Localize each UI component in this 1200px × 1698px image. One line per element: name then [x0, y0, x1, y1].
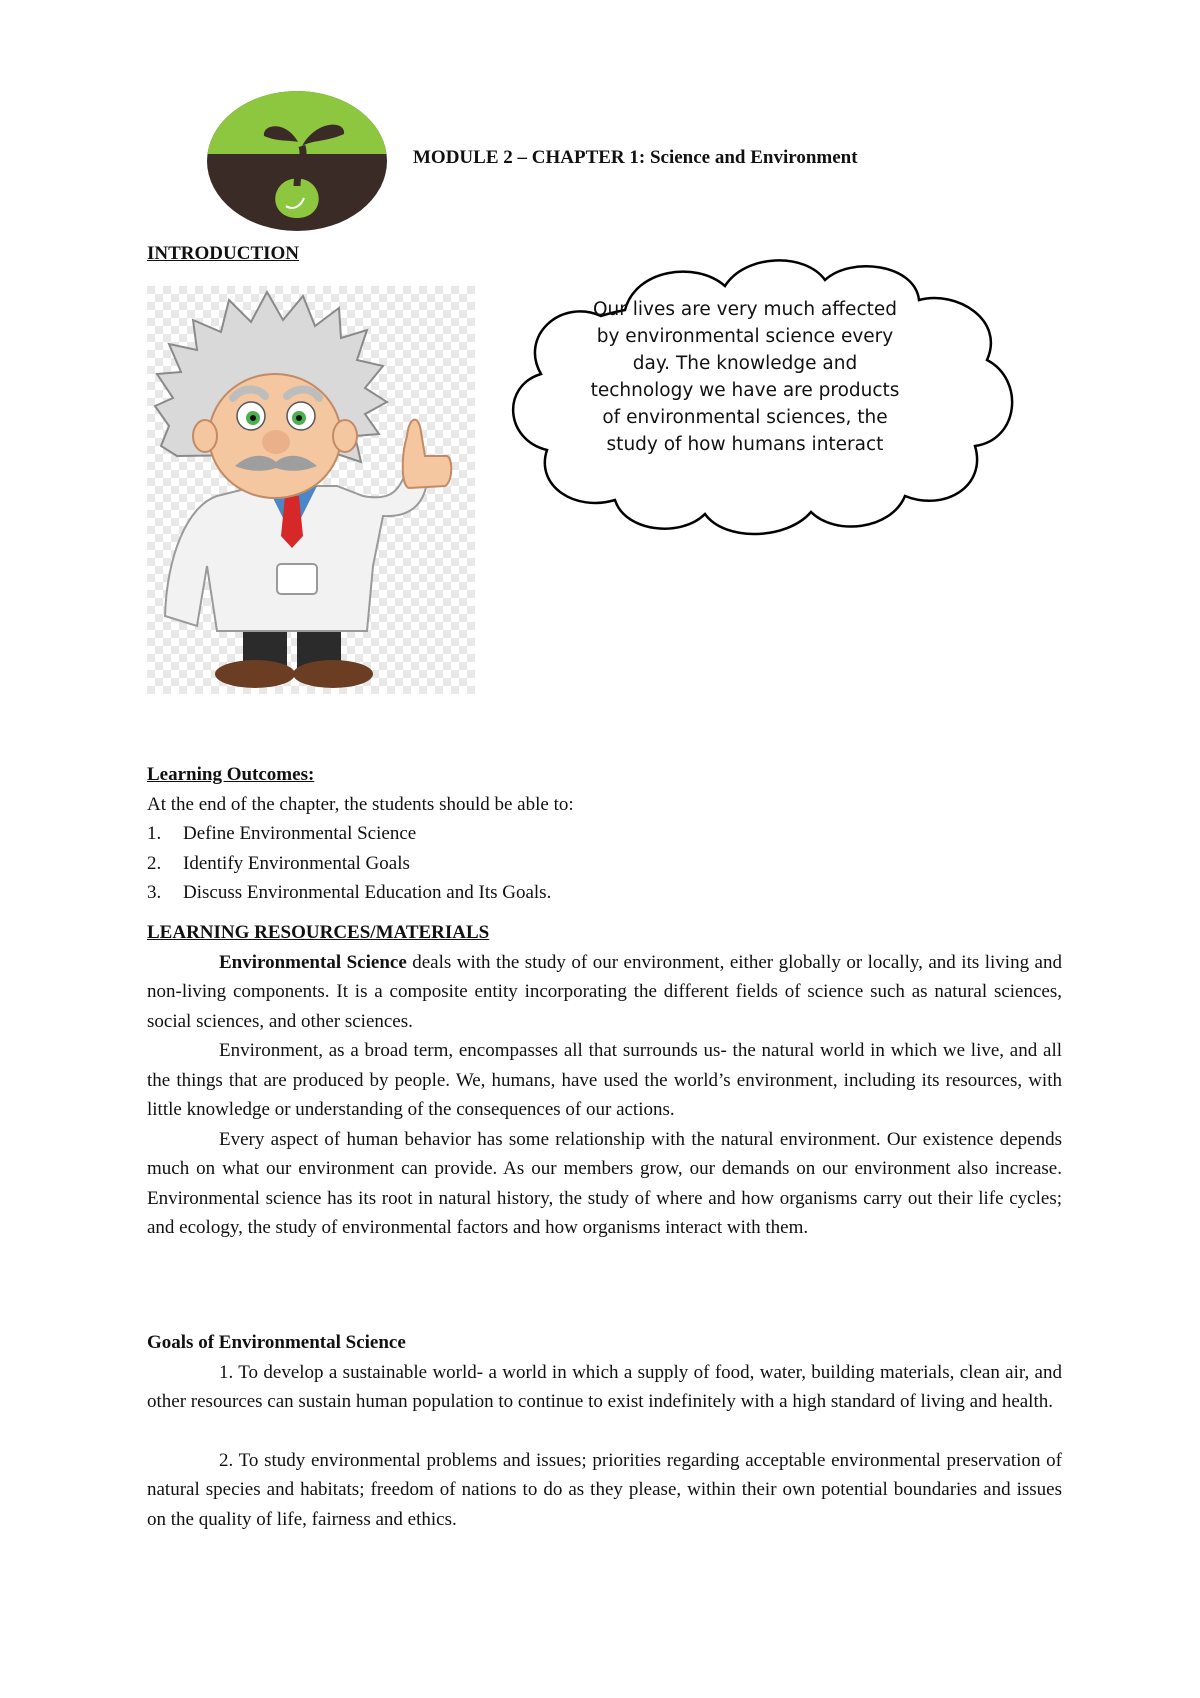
list-item-number: 3.: [147, 882, 162, 903]
learning-resources: [147, 918, 1062, 1243]
list-item-text: Identify Environmental Goals: [183, 852, 410, 874]
learning-outcomes: [147, 760, 1062, 908]
paragraph-text: deals with the study of our environment, either globally or locally, and its living and non-living components. It is a composite entity incorporating the different fields of science such as natural sciences, social sciences, and other sciences.: [147, 951, 1062, 1032]
seedling-logo-icon: [206, 90, 388, 232]
goals-heading: Goals of Environmental Science: [147, 1332, 406, 1353]
paragraph-bold-term: Environmental Science: [219, 951, 407, 973]
goal-paragraph: 1. To develop a sustainable world- a world in which a supply of food, water, building materials, clean air, and other resources can sustain human population to continue to exist indefinitely with a high standard of living and health.: [147, 1361, 1062, 1412]
introduction-heading: INTRODUCTION: [147, 243, 300, 264]
paragraph: [147, 948, 1062, 1037]
list-item-text: Discuss Environmental Education and Its Goals.: [183, 882, 552, 903]
learning-outcomes-heading: Learning Outcomes:: [147, 764, 315, 785]
list-item-number: 1.: [147, 823, 162, 844]
learning-resources-heading: LEARNING RESOURCES/MATERIALS: [147, 922, 490, 943]
cloud-text: Our lives are very much affected by environmental science every day. The knowledge and technology we have are products of environmental sciences, the study of how humans interact: [590, 299, 900, 455]
list-item: [147, 819, 1062, 849]
module-title: MODULE 2 – CHAPTER 1: Science and Environment: [413, 147, 858, 168]
scientist-cartoon-icon: [147, 286, 475, 694]
list-item: [147, 878, 1062, 908]
list-item-number: 2.: [147, 852, 162, 874]
paragraph: Every aspect of human behavior has some relationship with the natural environment. Our existence depends much on what our environment can provide. As our members grow, our demands on our environment also increase. Environmental science has its root in natural history, the study of where and how organisms carry out their life cycles; and ecology, the study of environmental factors and how organisms interact with them.: [147, 1128, 1062, 1238]
goals-section: [147, 1328, 1062, 1534]
paragraph: Environment, as a broad term, encompasses all that surrounds us- the natural world in which we live, and all the things that are produced by people. We, humans, have used the world’s environment, including its resources, with little knowledge or understanding of the consequences of our actions.: [147, 1040, 1062, 1120]
learning-outcomes-intro: At the end of the chapter, the students should be able to:: [147, 793, 574, 815]
goal-paragraph: 2. To study environmental problems and issues; priorities regarding acceptable environmental preservation of natural species and habitats; freedom of nations to do as they please, within their own potential boundaries and issues on the quality of life, fairness and ethics.: [147, 1449, 1062, 1530]
list-item-text: Define Environmental Science: [183, 823, 417, 844]
list-item: [147, 849, 1062, 879]
